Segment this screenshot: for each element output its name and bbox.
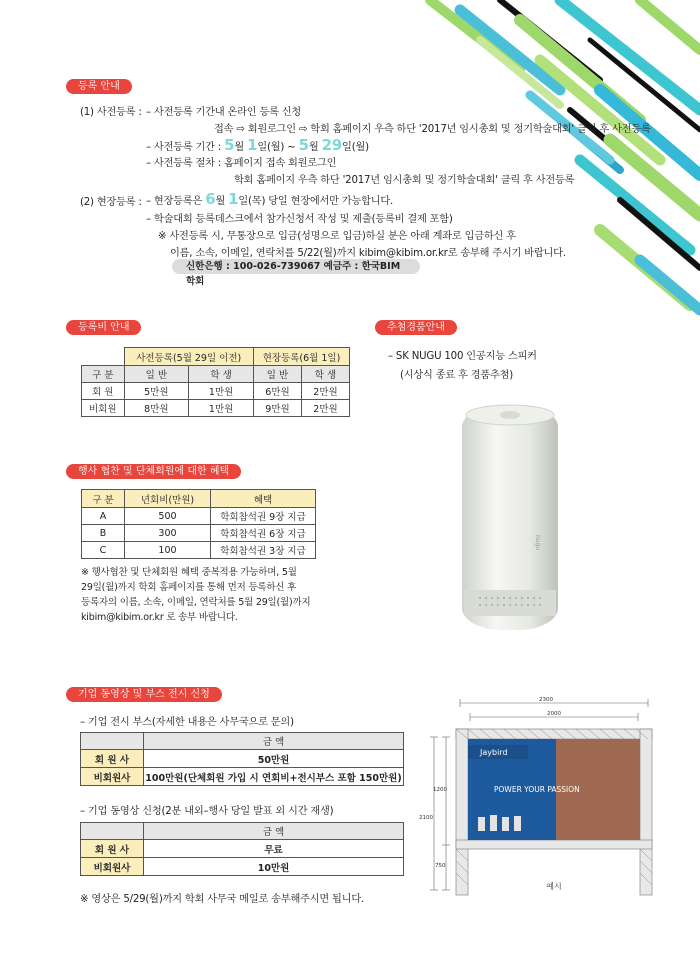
speaker-brand: nugu	[534, 535, 541, 551]
sponsorship-table	[81, 489, 316, 559]
cell: 500	[125, 508, 211, 525]
table-row	[81, 768, 404, 786]
col-header: 년회비(만원)	[125, 490, 211, 508]
col-header: 혜택	[211, 490, 316, 508]
pre-header: 사전등록(5월 29일 이전)	[124, 348, 253, 366]
dim-height-total: 2100	[419, 815, 433, 821]
table-row	[82, 525, 316, 542]
onsite-header: 현장등록(6월 1일)	[253, 348, 349, 366]
speaker-image	[450, 395, 570, 640]
period-day-start: 1	[247, 136, 258, 154]
period-month-end: 5	[298, 136, 309, 154]
dim-outer: 2300	[539, 697, 553, 703]
cell: 무료	[144, 840, 404, 858]
table-row	[82, 542, 316, 559]
sponsorship-note-1: ※ 행사협찬 및 단체회원 혜택 중복적용 가능하며, 5월	[81, 567, 297, 578]
onsite-note1: ※ 사전등록 시, 무통장으로 입금(성명으로 입금)하실 분은 아래 계좌로 입금하신 후	[158, 231, 516, 242]
sponsorship-note-3: 등록자의 이름, 소속, 이메일, 연락처를 5월 29일(월)까지	[81, 597, 311, 608]
sponsorship-title: 행사 협찬 및 단체회원에 대한 혜택	[66, 464, 241, 479]
booth-caption: 예시	[546, 882, 562, 891]
prize-line1: – SK NUGU 100 인공지능 스피커	[388, 351, 537, 362]
prize-line2: (시상식 종료 후 경품추첨)	[400, 370, 514, 381]
cell: 6만원	[253, 383, 301, 400]
online-line1: – 사전등록 기간내 온라인 등록 신청	[146, 107, 302, 118]
video-line: – 기업 동영상 신청(2분 내외–행사 당일 발표 외 시간 재생)	[80, 806, 334, 817]
cell: 300	[125, 525, 211, 542]
onsite-rest: 일(목) 당일 현장에서만 가능합니다.	[238, 196, 394, 207]
onsite-note2: 이름, 소속, 이메일, 연락처를 5/22(월)까지 kibim@kibim.or.kr로 송부해 주시기 바랍니다.	[170, 248, 566, 259]
fees-table	[81, 347, 350, 417]
table-row	[82, 400, 350, 417]
fees-title: 등록비 안내	[66, 320, 141, 335]
cell: C	[82, 542, 125, 559]
prize-title: 추첨경품안내	[375, 320, 457, 335]
col-header: 학 생	[189, 366, 254, 383]
cell: 비회원사	[81, 858, 144, 876]
booth-title: 기업 동영상 및 부스 전시 신청	[66, 687, 222, 702]
onsite-prefix: – 현장등록은	[146, 196, 203, 207]
cell: 100만원(단체회원 가입 시 연회비+전시부스 포함 150만원)	[144, 768, 404, 786]
cell: 1만원	[189, 383, 254, 400]
cell: 회 원 사	[81, 750, 144, 768]
registration-title: 등록 안내	[66, 79, 132, 94]
cell: 100	[125, 542, 211, 559]
col-header: 구 분	[82, 490, 125, 508]
cell: 비회원	[82, 400, 125, 417]
table-row	[81, 858, 404, 876]
col-header: 일 반	[124, 366, 189, 383]
col-header: 금 액	[144, 733, 404, 750]
banner-slogan: POWER YOUR PASSION	[494, 785, 580, 794]
booth-line: – 기업 전시 부스(자세한 내용은 사무국으로 문의)	[80, 717, 294, 728]
procedure-line2: 학회 홈페이지 우측 하단 '2017년 임시총회 및 정기학술대회' 클릭 후 사전등록	[234, 175, 575, 186]
cell: 회 원 사	[81, 840, 144, 858]
cell: 비회원사	[81, 768, 144, 786]
blank-cell	[81, 733, 144, 750]
cell: 10만원	[144, 858, 404, 876]
cell: 2만원	[301, 400, 349, 417]
unit: 일(월)	[342, 142, 369, 153]
period-day-end: 29	[321, 136, 343, 154]
cell: 1만원	[189, 400, 254, 417]
dim-height-banner: 1200	[433, 787, 447, 793]
col-header: 금 액	[144, 823, 404, 840]
cell: 회 원	[82, 383, 125, 400]
table-row	[81, 750, 404, 768]
unit: 월	[308, 142, 319, 153]
cell: 2만원	[301, 383, 349, 400]
period-prefix: – 사전등록 기간 :	[146, 142, 222, 153]
col-header: 학 생	[301, 366, 349, 383]
cell: 학회참석권 9장 지급	[211, 508, 316, 525]
cell: 학회참석권 3장 지급	[211, 542, 316, 559]
booth-diagram	[416, 695, 656, 905]
booth-note: ※ 영상은 5/29(월)까지 학회 사무국 메일로 송부해주시면 됩니다.	[80, 894, 365, 905]
cell: 학회참석권 6장 지급	[211, 525, 316, 542]
online-line2: 접속 ⇨ 회원로그인 ⇨ 학회 홈페이지 우측 하단 '2017년 임시총회 및 정기학술대회' 클릭 후 사전등록	[214, 124, 651, 135]
unit: 월	[234, 142, 245, 153]
table-row	[81, 840, 404, 858]
online-label: (1) 사전등록 :	[80, 107, 142, 118]
blank-cell	[81, 823, 144, 840]
sponsorship-note-4: kibim@kibim.or.kr 로 송부 바랍니다.	[81, 612, 238, 623]
dim-inner: 2000	[547, 711, 561, 717]
cell: 8만원	[124, 400, 189, 417]
table-row	[82, 508, 316, 525]
cell: 9만원	[253, 400, 301, 417]
video-table	[80, 822, 404, 876]
procedure-line1: – 사전등록 절차 : 홈페이지 접속 회원로그인	[146, 158, 337, 169]
dim-height-leg: 750	[435, 863, 446, 869]
onsite-line2: – 학술대회 등록데스크에서 참가신청서 작성 및 제출(등록비 결제 포함)	[146, 214, 453, 225]
cell: 5만원	[124, 383, 189, 400]
unit: 월	[215, 196, 226, 207]
onsite-month: 6	[205, 190, 216, 208]
sponsorship-note-2: 29일(월)까지 학회 홈페이지를 통해 먼저 등록하신 후	[81, 582, 297, 593]
onsite-label: (2) 현장등록 :	[80, 197, 142, 208]
onsite-day: 1	[228, 190, 239, 208]
cell: B	[82, 525, 125, 542]
cell: A	[82, 508, 125, 525]
decorative-stripes	[0, 0, 700, 340]
onsite-line1	[146, 190, 393, 208]
banner-brand: Jaybird	[480, 748, 508, 757]
col-header: 일 반	[253, 366, 301, 383]
unit: 일(월) ~	[257, 142, 296, 153]
table-row	[82, 383, 350, 400]
cell: 50만원	[144, 750, 404, 768]
bank-account: 신한은행 : 100-026-739067 예금주 : 한국BIM학회	[172, 259, 420, 274]
period-month-start: 5	[224, 136, 235, 154]
period-line	[146, 136, 369, 154]
booth-table	[80, 732, 404, 786]
col-header: 구 분	[82, 366, 125, 383]
